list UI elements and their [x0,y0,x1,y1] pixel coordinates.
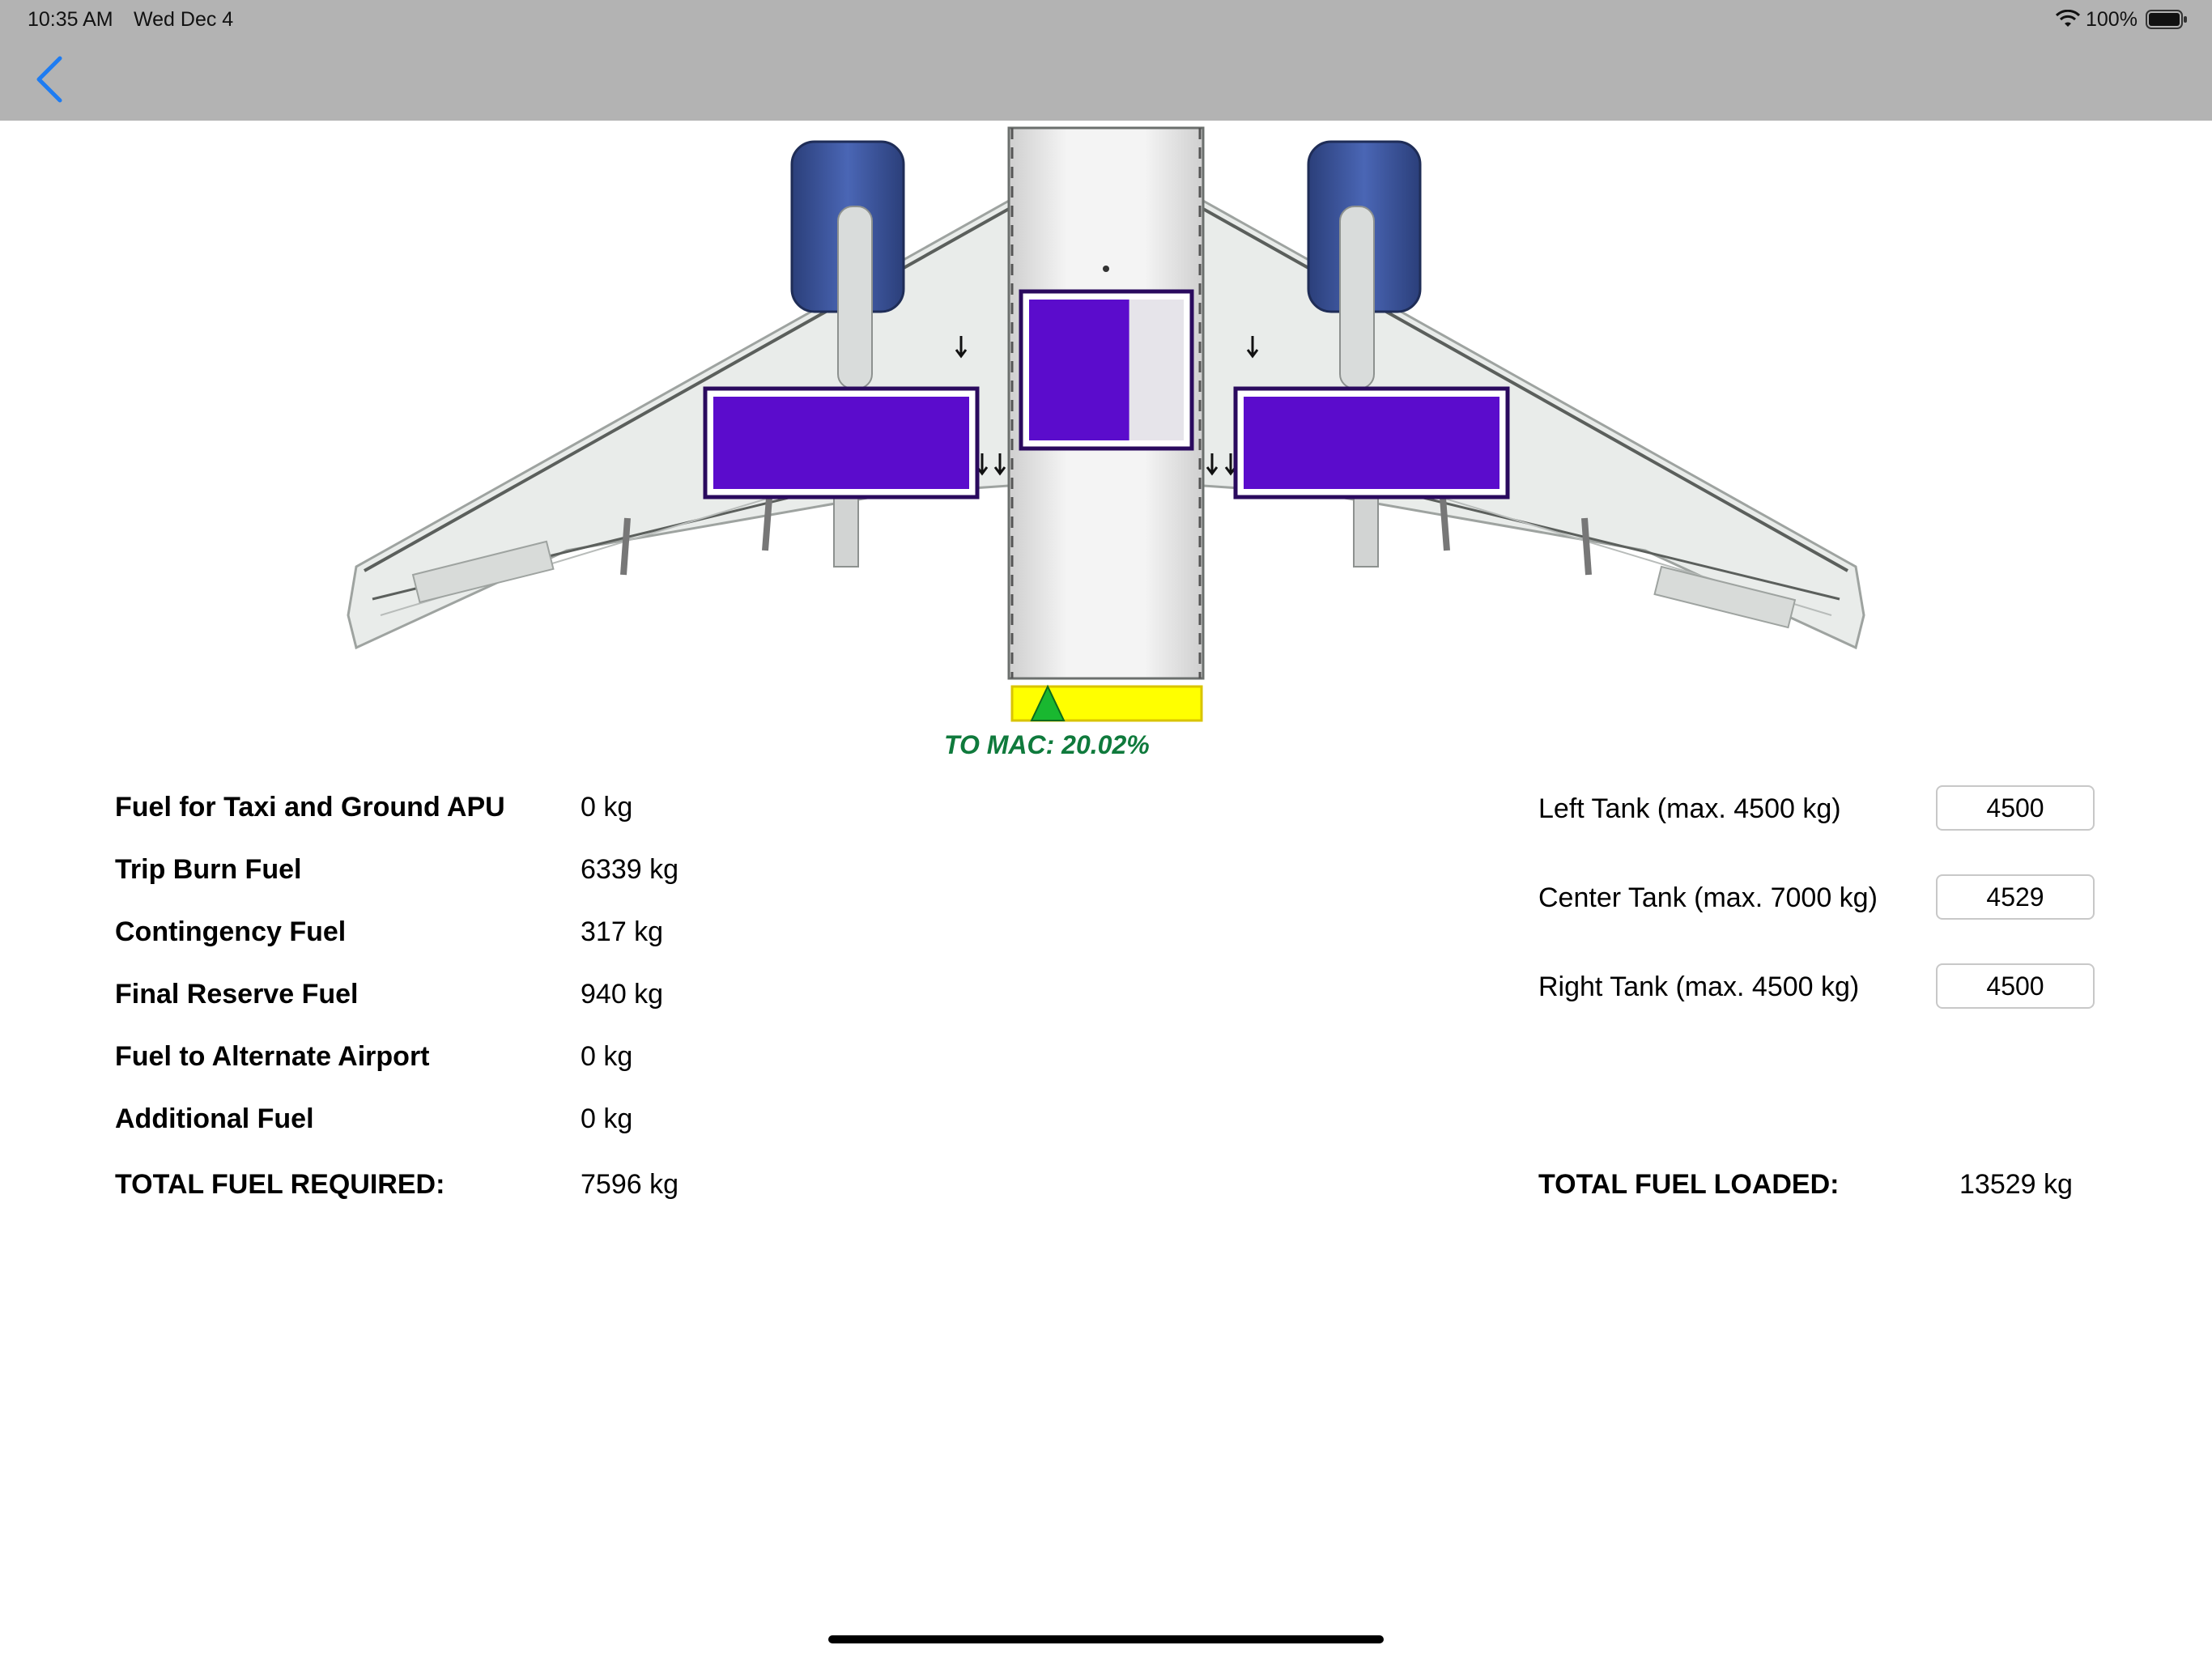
battery-icon [2146,9,2188,30]
alternate-label: Fuel to Alternate Airport [115,1041,430,1072]
final-reserve-label: Final Reserve Fuel [115,979,359,1010]
right-tank-gauge [1236,389,1508,497]
total-loaded-value: 13529 kg [1959,1169,2073,1200]
wifi-icon [2055,10,2081,29]
final-reserve-value: 940 kg [581,979,664,1010]
center-tank-input[interactable] [1936,874,2095,920]
left-tank-fill [713,397,969,489]
contingency-value: 317 kg [581,916,664,947]
status-date: Wed Dec 4 [134,8,234,31]
center-tank-fill [1029,300,1129,440]
left-tank-label: Left Tank (max. 4500 kg) [1538,793,1841,824]
right-tank-fill [1244,397,1499,489]
chevron-left-icon[interactable] [39,58,60,100]
aircraft-diagram [0,121,2212,769]
center-tank-label: Center Tank (max. 7000 kg) [1538,882,1878,913]
taxi-fuel-value: 0 kg [581,792,633,823]
left-tank-input[interactable] [1936,785,2095,831]
home-indicator [828,1635,1384,1643]
alternate-value: 0 kg [581,1041,633,1072]
taxi-fuel-label: Fuel for Taxi and Ground APU [115,792,505,823]
total-required-value: 7596 kg [581,1169,678,1200]
trip-burn-value: 6339 kg [581,854,678,885]
back-button[interactable] [31,53,68,105]
mac-label: TO MAC: 20.02% [944,730,1150,759]
additional-value: 0 kg [581,1103,633,1134]
mac-indicator [1012,687,1202,721]
trip-burn-label: Trip Burn Fuel [115,854,302,885]
total-required-label: TOTAL FUEL REQUIRED: [115,1169,445,1200]
left-tank-gauge [705,389,977,497]
navigation-bar [0,0,2212,121]
contingency-label: Contingency Fuel [115,916,347,947]
additional-label: Additional Fuel [115,1103,314,1134]
right-tank-label: Right Tank (max. 4500 kg) [1538,971,1860,1002]
battery-percent: 100% [2086,8,2138,31]
status-time: 10:35 AM [28,8,113,31]
total-loaded-label: TOTAL FUEL LOADED: [1538,1169,1840,1200]
right-tank-input[interactable] [1936,963,2095,1009]
center-tank-gauge [1021,291,1192,449]
